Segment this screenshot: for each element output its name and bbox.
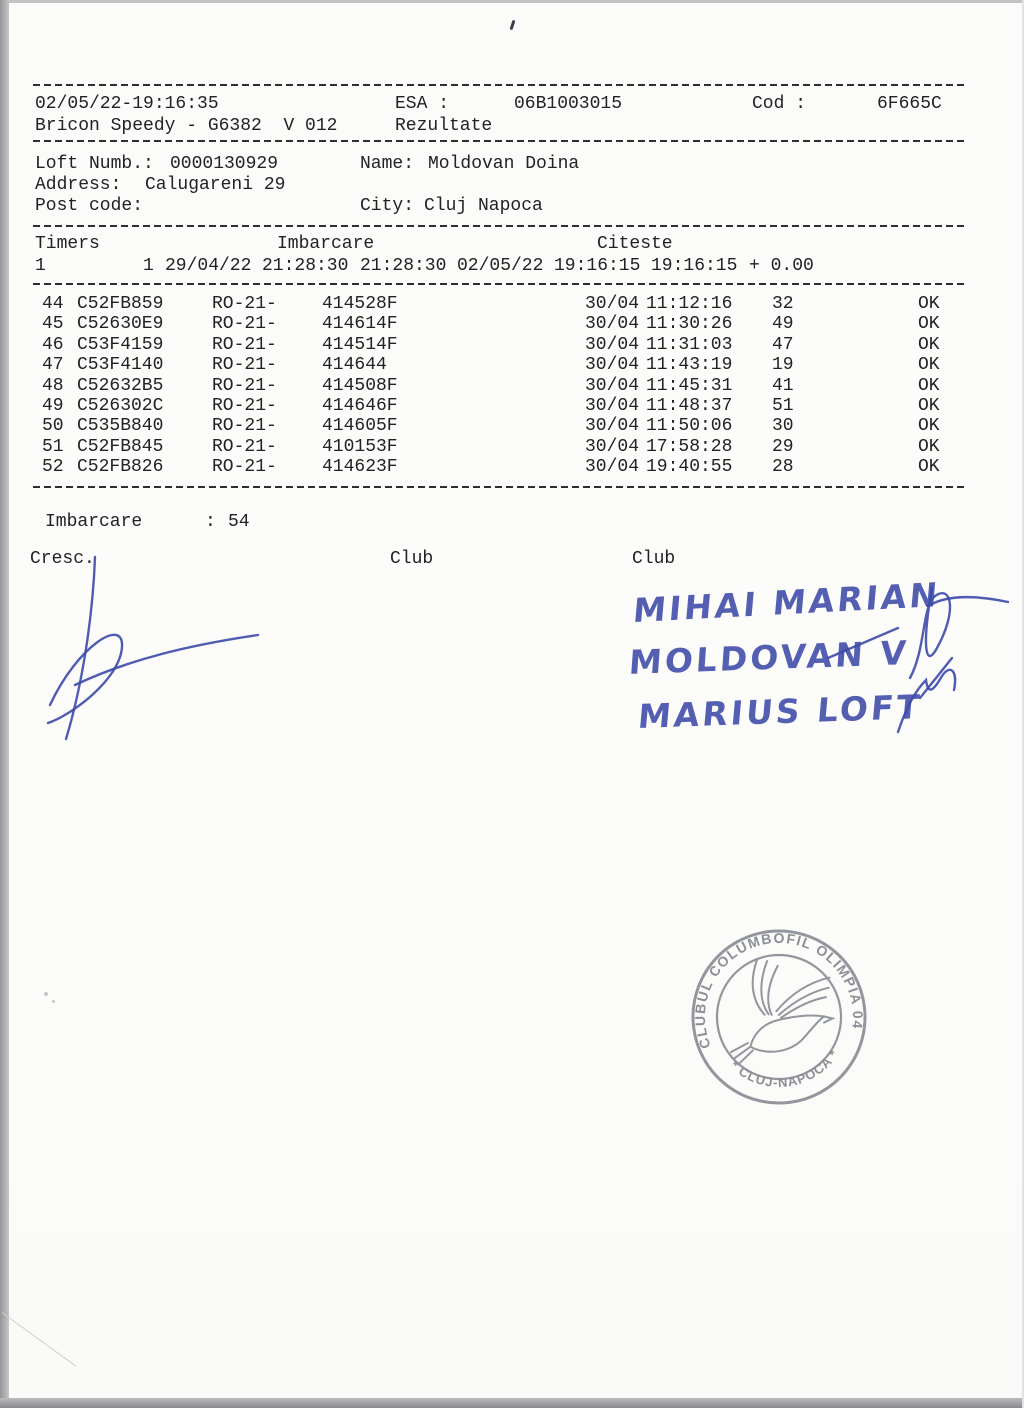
result-cell-chip: C52632B5 bbox=[77, 376, 164, 396]
summary-value: 54 bbox=[228, 512, 250, 532]
dove-icon bbox=[720, 952, 839, 1065]
separator bbox=[33, 486, 967, 488]
result-cell-chip: C535B840 bbox=[77, 416, 164, 436]
esa-value: 06B1003015 bbox=[514, 94, 623, 114]
result-cell-country: RO-21- bbox=[212, 457, 277, 477]
name-label: Name: bbox=[360, 154, 415, 174]
club-stamp bbox=[673, 911, 885, 1123]
result-cell-country: RO-21- bbox=[212, 294, 277, 314]
cod-value: 6F665C bbox=[877, 94, 942, 114]
result-cell-time: 19:40:55 bbox=[646, 457, 733, 477]
separator bbox=[33, 140, 967, 142]
result-cell-status: OK bbox=[918, 335, 940, 355]
result-cell-time: 11:50:06 bbox=[646, 416, 733, 436]
result-cell-time: 17:58:28 bbox=[646, 437, 733, 457]
result-cell-count: 29 bbox=[772, 437, 794, 457]
cresc-label: Cresc. bbox=[30, 549, 95, 569]
loft-number-value: 0000130929 bbox=[170, 154, 279, 174]
result-cell-date: 30/04 bbox=[585, 376, 640, 396]
result-cell-chip: C52FB845 bbox=[77, 437, 164, 457]
result-cell-country: RO-21- bbox=[212, 376, 277, 396]
result-cell-country: RO-21- bbox=[212, 314, 277, 334]
summary-colon: : bbox=[205, 512, 216, 532]
result-cell-status: OK bbox=[918, 457, 940, 477]
result-cell-no: 49 bbox=[42, 396, 64, 416]
result-cell-status: OK bbox=[918, 396, 940, 416]
separator bbox=[33, 225, 967, 227]
signature-initials-mark bbox=[880, 650, 990, 740]
read-time-2: 19:16:15 bbox=[651, 256, 738, 276]
result-cell-ring: 414605F bbox=[322, 416, 398, 436]
city-label: City: bbox=[360, 196, 415, 216]
result-cell-date: 30/04 bbox=[585, 314, 640, 334]
result-cell-count: 51 bbox=[772, 396, 794, 416]
result-cell-date: 30/04 bbox=[585, 416, 640, 436]
address-label: Address: bbox=[35, 175, 122, 195]
scan-edge-left bbox=[0, 0, 9, 1408]
imbarcare-header: Imbarcare bbox=[277, 234, 375, 254]
result-cell-ring: 414646F bbox=[322, 396, 398, 416]
read-date: 02/05/22 bbox=[457, 256, 544, 276]
result-cell-count: 41 bbox=[772, 376, 794, 396]
result-cell-no: 45 bbox=[42, 314, 64, 334]
basket-time-2: 21:28:30 bbox=[360, 256, 447, 276]
report-type: Rezultate bbox=[395, 116, 493, 136]
scan-edge-bottom bbox=[0, 1398, 1024, 1408]
result-cell-count: 49 bbox=[772, 314, 794, 334]
separator bbox=[33, 283, 967, 285]
result-cell-count: 32 bbox=[772, 294, 794, 314]
handwriting-name-3: MARIUS LOFT bbox=[636, 686, 924, 737]
result-cell-ring: 414514F bbox=[322, 335, 398, 355]
breeder-signature bbox=[20, 553, 270, 753]
club1-label: Club bbox=[390, 549, 434, 569]
result-cell-count: 28 bbox=[772, 457, 794, 477]
result-cell-time: 11:30:26 bbox=[646, 314, 733, 334]
result-cell-chip: C53F4159 bbox=[77, 335, 164, 355]
summary-label: Imbarcare bbox=[45, 512, 143, 532]
result-cell-count: 30 bbox=[772, 416, 794, 436]
result-cell-count: 47 bbox=[772, 335, 794, 355]
result-cell-no: 51 bbox=[42, 437, 64, 457]
result-cell-status: OK bbox=[918, 355, 940, 375]
esa-label: ESA : bbox=[395, 94, 450, 114]
result-cell-ring: 414528F bbox=[322, 294, 398, 314]
scan-edge-top bbox=[0, 0, 1024, 3]
result-cell-country: RO-21- bbox=[212, 437, 277, 457]
result-cell-ring: 414508F bbox=[322, 376, 398, 396]
loft-number-label: Loft Numb.: bbox=[35, 154, 154, 174]
result-cell-date: 30/04 bbox=[585, 335, 640, 355]
result-cell-no: 44 bbox=[42, 294, 64, 314]
timers-header: Timers bbox=[35, 234, 100, 254]
result-cell-no: 46 bbox=[42, 335, 64, 355]
result-cell-count: 19 bbox=[772, 355, 794, 375]
result-cell-status: OK bbox=[918, 416, 940, 436]
cod-label: Cod : bbox=[752, 94, 807, 114]
result-cell-time: 11:48:37 bbox=[646, 396, 733, 416]
result-cell-ring: 410153F bbox=[322, 437, 398, 457]
timer-no: 1 bbox=[35, 256, 46, 276]
result-cell-chip: C526302C bbox=[77, 396, 164, 416]
result-cell-no: 47 bbox=[42, 355, 64, 375]
result-cell-time: 11:31:03 bbox=[646, 335, 733, 355]
paper-speck bbox=[52, 1000, 55, 1003]
result-cell-chip: C52630E9 bbox=[77, 314, 164, 334]
report-datetime: 02/05/22-19:16:35 bbox=[35, 94, 219, 114]
result-cell-status: OK bbox=[918, 314, 940, 334]
paper-speck bbox=[44, 992, 48, 996]
basket-date: 29/04/22 bbox=[165, 256, 252, 276]
result-cell-chip: C52FB859 bbox=[77, 294, 164, 314]
handwriting-name-2: MOLDOVAN V bbox=[627, 633, 911, 682]
result-cell-country: RO-21- bbox=[212, 355, 277, 375]
result-cell-ring: 414623F bbox=[322, 457, 398, 477]
result-cell-time: 11:45:31 bbox=[646, 376, 733, 396]
svg-text:CLUBUL COLUMBOFIL OLIMPIA 04 bbox=[682, 920, 869, 1052]
result-cell-ring: 414644 bbox=[322, 355, 387, 375]
club2-label: Club bbox=[632, 549, 676, 569]
time-diff: + 0.00 bbox=[749, 256, 814, 276]
result-cell-no: 52 bbox=[42, 457, 64, 477]
paper-crease bbox=[2, 1312, 77, 1367]
result-cell-date: 30/04 bbox=[585, 355, 640, 375]
handwriting-name-1: MIHAI MARIAN bbox=[631, 574, 942, 631]
result-cell-time: 11:12:16 bbox=[646, 294, 733, 314]
result-cell-chip: C53F4140 bbox=[77, 355, 164, 375]
result-cell-ring: 414614F bbox=[322, 314, 398, 334]
name-value: Moldovan Doina bbox=[428, 154, 580, 174]
citeste-header: Citeste bbox=[597, 234, 673, 254]
result-cell-status: OK bbox=[918, 376, 940, 396]
result-cell-time: 11:43:19 bbox=[646, 355, 733, 375]
city-value: Cluj Napoca bbox=[424, 196, 543, 216]
stamp-bottom-text: * CLUJ-NAPOCA * bbox=[727, 1046, 842, 1091]
separator bbox=[33, 84, 967, 86]
stamp-top-text: CLUBUL COLUMBOFIL OLIMPIA 04 bbox=[691, 929, 867, 1051]
result-cell-chip: C52FB826 bbox=[77, 457, 164, 477]
result-cell-no: 48 bbox=[42, 376, 64, 396]
result-cell-country: RO-21- bbox=[212, 416, 277, 436]
timer-seq: 1 bbox=[143, 256, 154, 276]
result-cell-date: 30/04 bbox=[585, 396, 640, 416]
result-cell-date: 30/04 bbox=[585, 437, 640, 457]
address-value: Calugareni 29 bbox=[145, 175, 286, 195]
device-name: Bricon Speedy - G6382 V 012 bbox=[35, 116, 338, 136]
result-cell-country: RO-21- bbox=[212, 396, 277, 416]
read-time-1: 19:16:15 bbox=[554, 256, 641, 276]
pen-mark bbox=[510, 20, 516, 30]
result-cell-country: RO-21- bbox=[212, 335, 277, 355]
result-cell-status: OK bbox=[918, 437, 940, 457]
result-cell-date: 30/04 bbox=[585, 294, 640, 314]
result-cell-date: 30/04 bbox=[585, 457, 640, 477]
postcode-label: Post code: bbox=[35, 196, 144, 216]
result-cell-no: 50 bbox=[42, 416, 64, 436]
result-cell-status: OK bbox=[918, 294, 940, 314]
basket-time-1: 21:28:30 bbox=[262, 256, 349, 276]
